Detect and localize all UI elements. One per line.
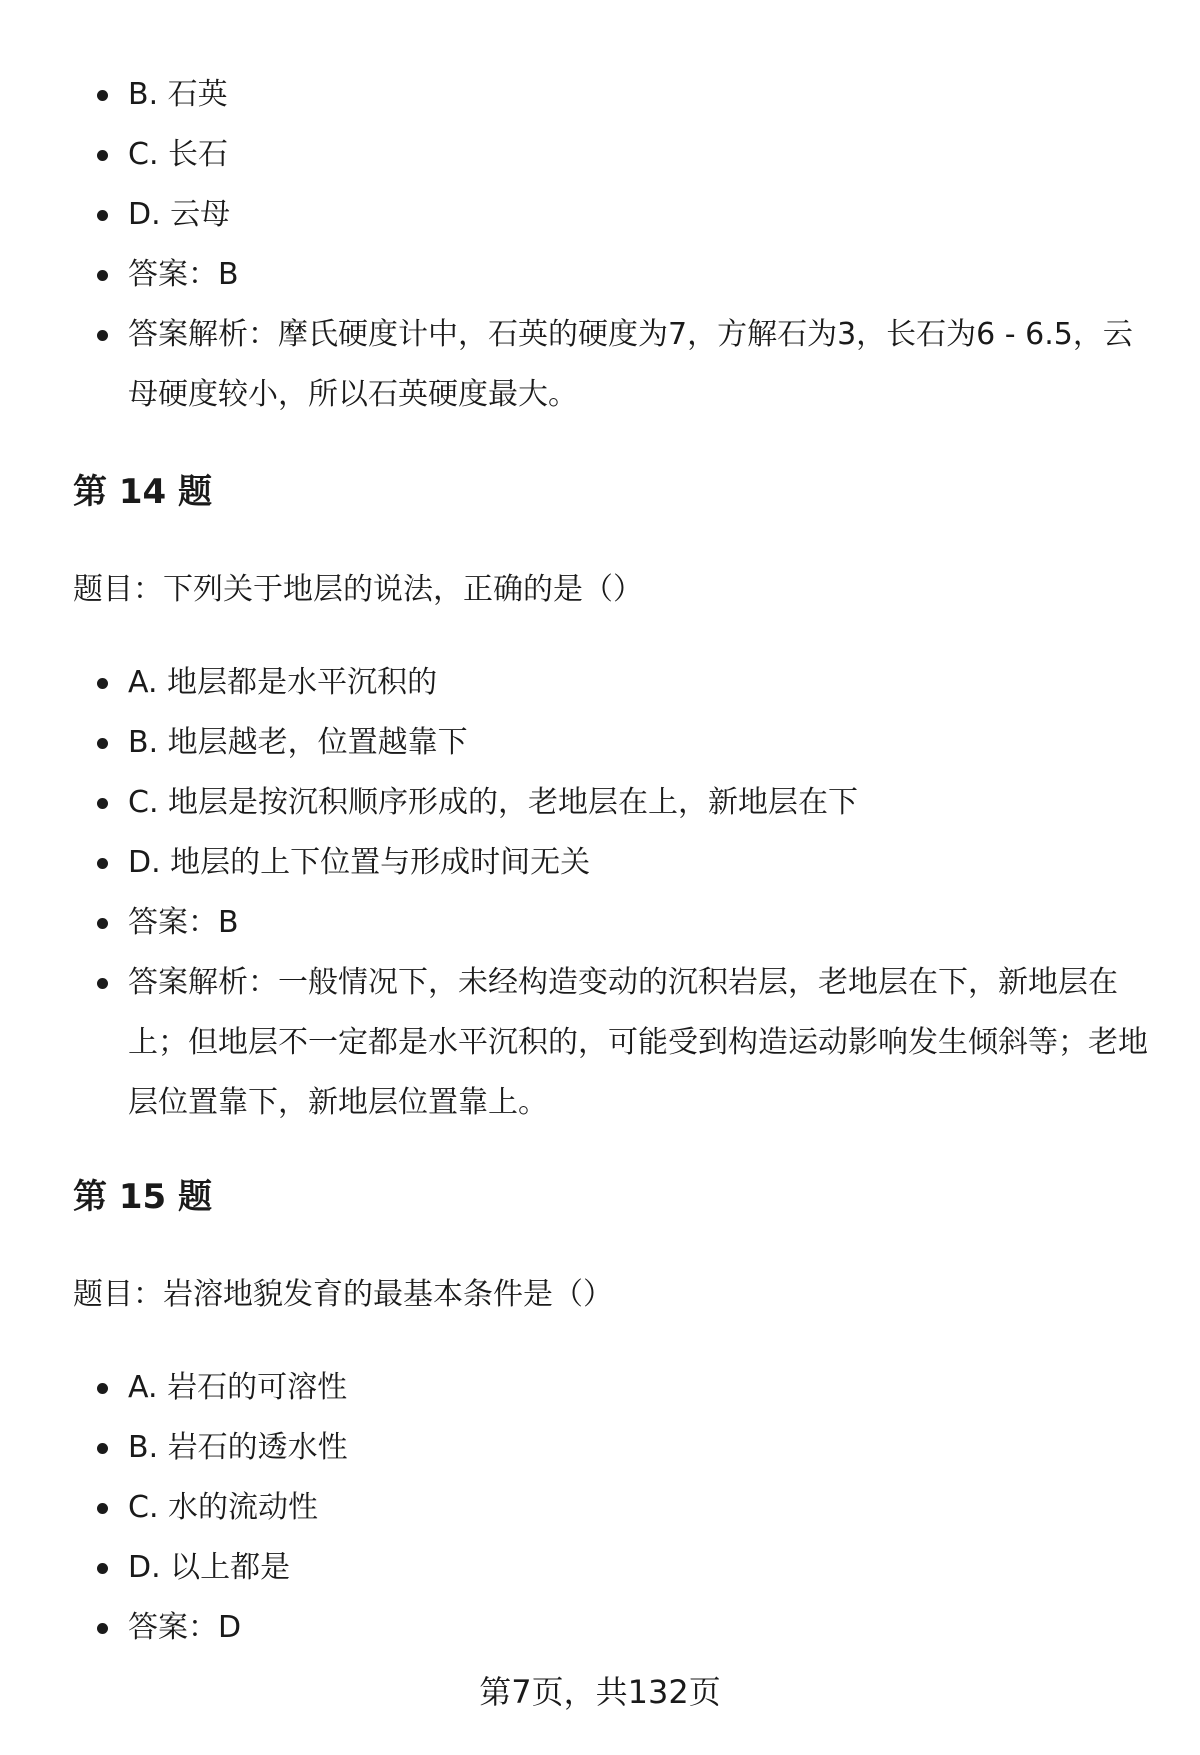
option-d: D. 地层的上下位置与形成时间无关 [0, 833, 1200, 893]
question-14-heading: 第 14 题 [73, 472, 212, 512]
option-b: B. 石英 [0, 65, 1200, 125]
option-c: C. 水的流动性 [0, 1478, 1200, 1538]
option-b: B. 岩石的透水性 [0, 1418, 1200, 1478]
answer: 答案：D [0, 1598, 1200, 1658]
question-15-heading: 第 15 题 [73, 1177, 212, 1217]
question-14-list [0, 653, 1200, 1133]
answer: 答案：B [0, 245, 1200, 305]
answer-explanation: 答案解析：一般情况下，未经构造变动的沉积岩层，老地层在下，新地层在上；但地层不一定都是水平沉积的，可能受到构造运动影响发生倾斜等；老地层位置靠下，新地层位置靠上。 [0, 953, 1200, 1133]
question-15-stem: 题目：岩溶地貌发育的最基本条件是（） [73, 1277, 613, 1312]
page-number: 第7页，共132页 [479, 1673, 721, 1711]
option-b: B. 地层越老，位置越靠下 [0, 713, 1200, 773]
question-14-stem: 题目：下列关于地层的说法，正确的是（） [73, 572, 643, 607]
question-15-list [0, 1358, 1200, 1658]
prev-question-list [0, 65, 1200, 425]
option-d: D. 云母 [0, 185, 1200, 245]
option-c: C. 地层是按沉积顺序形成的，老地层在上，新地层在下 [0, 773, 1200, 833]
option-c: C. 长石 [0, 125, 1200, 185]
answer-explanation: 答案解析：摩氏硬度计中，石英的硬度为7，方解石为3，长石为6 - 6.5，云母硬度较小，所以石英硬度最大。 [0, 305, 1200, 425]
answer: 答案：B [0, 893, 1200, 953]
option-a: A. 地层都是水平沉积的 [0, 653, 1200, 713]
option-d: D. 以上都是 [0, 1538, 1200, 1598]
option-a: A. 岩石的可溶性 [0, 1358, 1200, 1418]
